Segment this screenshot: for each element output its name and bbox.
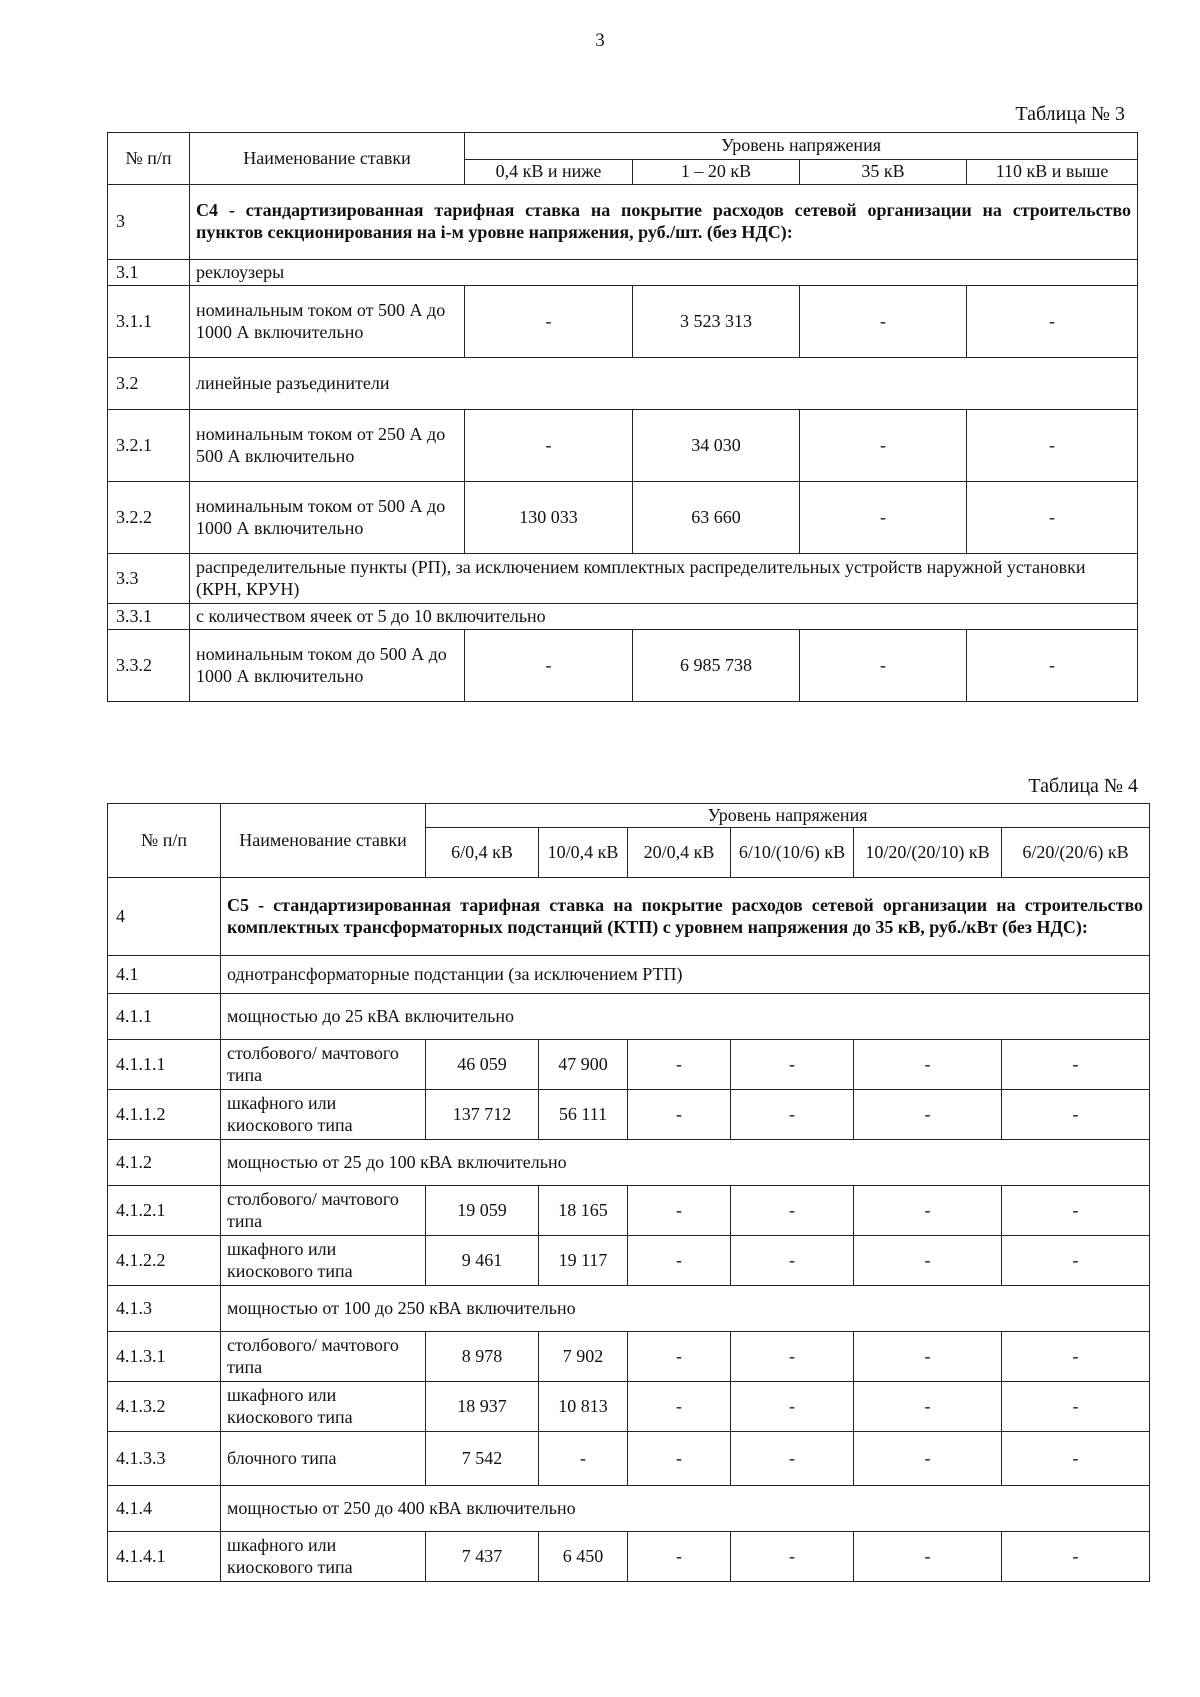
- rate-name: блочного типа: [221, 1432, 426, 1486]
- rate-value: 46 059: [426, 1040, 539, 1090]
- table3-caption: Таблица № 3: [1015, 103, 1125, 125]
- rate-value: -: [1002, 1186, 1150, 1236]
- rate-value: -: [800, 630, 967, 702]
- rate-value: -: [800, 286, 967, 358]
- row-number: 4.1.1: [108, 994, 221, 1040]
- row-number: 4.1.3.1: [108, 1332, 221, 1382]
- table-row: [108, 1432, 1150, 1486]
- table-group-row: [108, 358, 1138, 410]
- table4-caption: Таблица № 4: [1028, 775, 1138, 797]
- t4-header-num: № п/п: [108, 804, 221, 878]
- rate-value: -: [539, 1432, 628, 1486]
- row-number: 3.1: [108, 260, 190, 286]
- rate-value: -: [628, 1236, 731, 1286]
- row-number: 4.1.2.2: [108, 1236, 221, 1286]
- t4-header-name: Наименование ставки: [221, 804, 426, 878]
- voltage-column-header: 10/20/(20/10) кВ: [854, 828, 1002, 878]
- rate-name: распределительные пункты (РП), за исключением комплектных распределительных устройств наружной установки (КРН, КРУН): [190, 554, 1138, 604]
- rate-value: 8 978: [426, 1332, 539, 1382]
- rate-name: столбового/ мачтового типа: [221, 1040, 426, 1090]
- rate-value: -: [465, 630, 633, 702]
- rate-name: номинальным током от 500 А до 1000 А включительно: [190, 286, 465, 358]
- voltage-column-header: 6/10/(10/6) кВ: [731, 828, 854, 878]
- t3-header-name: Наименование ставки: [190, 133, 465, 185]
- table-group-row: [108, 1486, 1150, 1532]
- rate-value: -: [1002, 1236, 1150, 1286]
- rate-value: 130 033: [465, 482, 633, 554]
- rate-name: номинальным током до 500 А до 1000 А включительно: [190, 630, 465, 702]
- voltage-column-header: 6/20/(20/6) кВ: [1002, 828, 1150, 878]
- row-number: 4.1.2: [108, 1140, 221, 1186]
- rate-value: -: [967, 482, 1138, 554]
- rate-value: -: [628, 1432, 731, 1486]
- voltage-column-header: 6/0,4 кВ: [426, 828, 539, 878]
- rate-value: -: [1002, 1332, 1150, 1382]
- voltage-column-header: 35 кВ: [800, 160, 967, 185]
- rate-value: -: [731, 1186, 854, 1236]
- row-number: 3.3.1: [108, 604, 190, 630]
- rate-name: линейные разъединители: [190, 358, 1138, 410]
- rate-value: -: [731, 1432, 854, 1486]
- t3-header-level: Уровень напряжения: [465, 133, 1138, 160]
- voltage-column-header: 110 кВ и выше: [967, 160, 1138, 185]
- row-number: 4.1.1.2: [108, 1090, 221, 1140]
- table-row: [108, 1332, 1150, 1382]
- table-group-row: [108, 1286, 1150, 1332]
- table-row: [108, 630, 1138, 702]
- rate-name: с количеством ячеек от 5 до 10 включительно: [190, 604, 1138, 630]
- rate-name: столбового/ мачтового типа: [221, 1332, 426, 1382]
- voltage-column-header: 10/0,4 кВ: [539, 828, 628, 878]
- rate-value: -: [1002, 1040, 1150, 1090]
- table-group-row: [108, 956, 1150, 994]
- row-number: 4.1.1.1: [108, 1040, 221, 1090]
- rate-value: -: [628, 1186, 731, 1236]
- table-row: [108, 1382, 1150, 1432]
- row-number: 4.1: [108, 956, 221, 994]
- rate-value: -: [1002, 1382, 1150, 1432]
- rate-name: мощностью от 100 до 250 кВА включительно: [221, 1286, 1150, 1332]
- table-row: [108, 410, 1138, 482]
- row-number: 3.2: [108, 358, 190, 410]
- rate-value: -: [465, 410, 633, 482]
- row-number: 3.2.1: [108, 410, 190, 482]
- t4-section-title: С5 - стандартизированная тарифная ставка на покрытие расходов сетевой организации на строительство комплектных трансформаторных подстанций (КТП) с уровнем напряжения до 35 кВ, руб./кВт (без НДС):: [221, 878, 1150, 956]
- rate-name: реклоузеры: [190, 260, 1138, 286]
- rate-name: однотрансформаторные подстанции (за исключением РТП): [221, 956, 1150, 994]
- row-number: 3.2.2: [108, 482, 190, 554]
- rate-value: 137 712: [426, 1090, 539, 1140]
- table-row: [108, 1040, 1150, 1090]
- row-number: 4.1.3.3: [108, 1432, 221, 1486]
- rate-value: 47 900: [539, 1040, 628, 1090]
- table-row: [108, 1090, 1150, 1140]
- rate-value: -: [854, 1040, 1002, 1090]
- rate-value: -: [854, 1532, 1002, 1582]
- table-row: [108, 1532, 1150, 1582]
- table-group-row: [108, 604, 1138, 630]
- table-row: [108, 1236, 1150, 1286]
- rate-value: 7 437: [426, 1532, 539, 1582]
- row-number: 4.1.2.1: [108, 1186, 221, 1236]
- rate-value: -: [628, 1332, 731, 1382]
- rate-name: номинальным током от 500 А до 1000 А включительно: [190, 482, 465, 554]
- rate-name: мощностью до 25 кВА включительно: [221, 994, 1150, 1040]
- rate-value: -: [731, 1236, 854, 1286]
- rate-name: шкафного или киоскового типа: [221, 1090, 426, 1140]
- rate-value: -: [628, 1040, 731, 1090]
- rate-value: 7 542: [426, 1432, 539, 1486]
- row-number: 4.1.4: [108, 1486, 221, 1532]
- rate-value: -: [628, 1090, 731, 1140]
- rate-name: шкафного или киоскового типа: [221, 1532, 426, 1582]
- t3-section-num: 3: [108, 185, 190, 260]
- table-row: [108, 1186, 1150, 1236]
- rate-value: -: [800, 410, 967, 482]
- rate-value: -: [1002, 1432, 1150, 1486]
- row-number: 3.3.2: [108, 630, 190, 702]
- table-row: [108, 286, 1138, 358]
- rate-value: 34 030: [633, 410, 800, 482]
- rate-value: 56 111: [539, 1090, 628, 1140]
- voltage-column-header: 1 – 20 кВ: [633, 160, 800, 185]
- rate-value: -: [800, 482, 967, 554]
- table4: [107, 803, 1150, 1582]
- t4-header-level: Уровень напряжения: [426, 804, 1150, 828]
- row-number: 3.3: [108, 554, 190, 604]
- t3-section-title: С4 - стандартизированная тарифная ставка на покрытие расходов сетевой организации на строительство пунктов секционирования на i-м уровне напряжения, руб./шт. (без НДС):: [190, 185, 1138, 260]
- rate-value: -: [465, 286, 633, 358]
- rate-value: -: [967, 410, 1138, 482]
- row-number: 3.1.1: [108, 286, 190, 358]
- rate-value: 19 059: [426, 1186, 539, 1236]
- rate-value: 18 937: [426, 1382, 539, 1432]
- rate-value: -: [854, 1332, 1002, 1382]
- rate-value: -: [854, 1432, 1002, 1486]
- rate-value: -: [967, 630, 1138, 702]
- rate-name: столбового/ мачтового типа: [221, 1186, 426, 1236]
- voltage-column-header: 20/0,4 кВ: [628, 828, 731, 878]
- rate-value: 18 165: [539, 1186, 628, 1236]
- table-group-row: [108, 994, 1150, 1040]
- rate-value: -: [628, 1532, 731, 1582]
- rate-name: мощностью от 25 до 100 кВА включительно: [221, 1140, 1150, 1186]
- rate-value: -: [731, 1382, 854, 1432]
- rate-value: 6 985 738: [633, 630, 800, 702]
- table-row: [108, 482, 1138, 554]
- table-group-row: [108, 260, 1138, 286]
- rate-value: -: [854, 1090, 1002, 1140]
- rate-value: -: [854, 1186, 1002, 1236]
- rate-value: -: [1002, 1090, 1150, 1140]
- rate-value: 19 117: [539, 1236, 628, 1286]
- rate-value: -: [731, 1532, 854, 1582]
- rate-value: 6 450: [539, 1532, 628, 1582]
- rate-value: -: [854, 1382, 1002, 1432]
- rate-name: шкафного или киоскового типа: [221, 1236, 426, 1286]
- rate-value: 9 461: [426, 1236, 539, 1286]
- row-number: 4.1.4.1: [108, 1532, 221, 1582]
- rate-name: шкафного или киоскового типа: [221, 1382, 426, 1432]
- rate-value: 7 902: [539, 1332, 628, 1382]
- t4-section-num: 4: [108, 878, 221, 956]
- rate-value: 63 660: [633, 482, 800, 554]
- rate-value: -: [731, 1040, 854, 1090]
- rate-value: -: [1002, 1532, 1150, 1582]
- table-group-row: [108, 1140, 1150, 1186]
- rate-value: -: [731, 1332, 854, 1382]
- t3-header-num: № п/п: [108, 133, 190, 185]
- rate-name: мощностью от 250 до 400 кВА включительно: [221, 1486, 1150, 1532]
- rate-name: номинальным током от 250 А до 500 А включительно: [190, 410, 465, 482]
- rate-value: -: [628, 1382, 731, 1432]
- row-number: 4.1.3.2: [108, 1382, 221, 1432]
- row-number: 4.1.3: [108, 1286, 221, 1332]
- page-number: 3: [595, 30, 605, 51]
- table-group-row: [108, 554, 1138, 604]
- voltage-column-header: 0,4 кВ и ниже: [465, 160, 633, 185]
- rate-value: 3 523 313: [633, 286, 800, 358]
- rate-value: 10 813: [539, 1382, 628, 1432]
- rate-value: -: [854, 1236, 1002, 1286]
- rate-value: -: [731, 1090, 854, 1140]
- rate-value: -: [967, 286, 1138, 358]
- table3: [107, 132, 1138, 702]
